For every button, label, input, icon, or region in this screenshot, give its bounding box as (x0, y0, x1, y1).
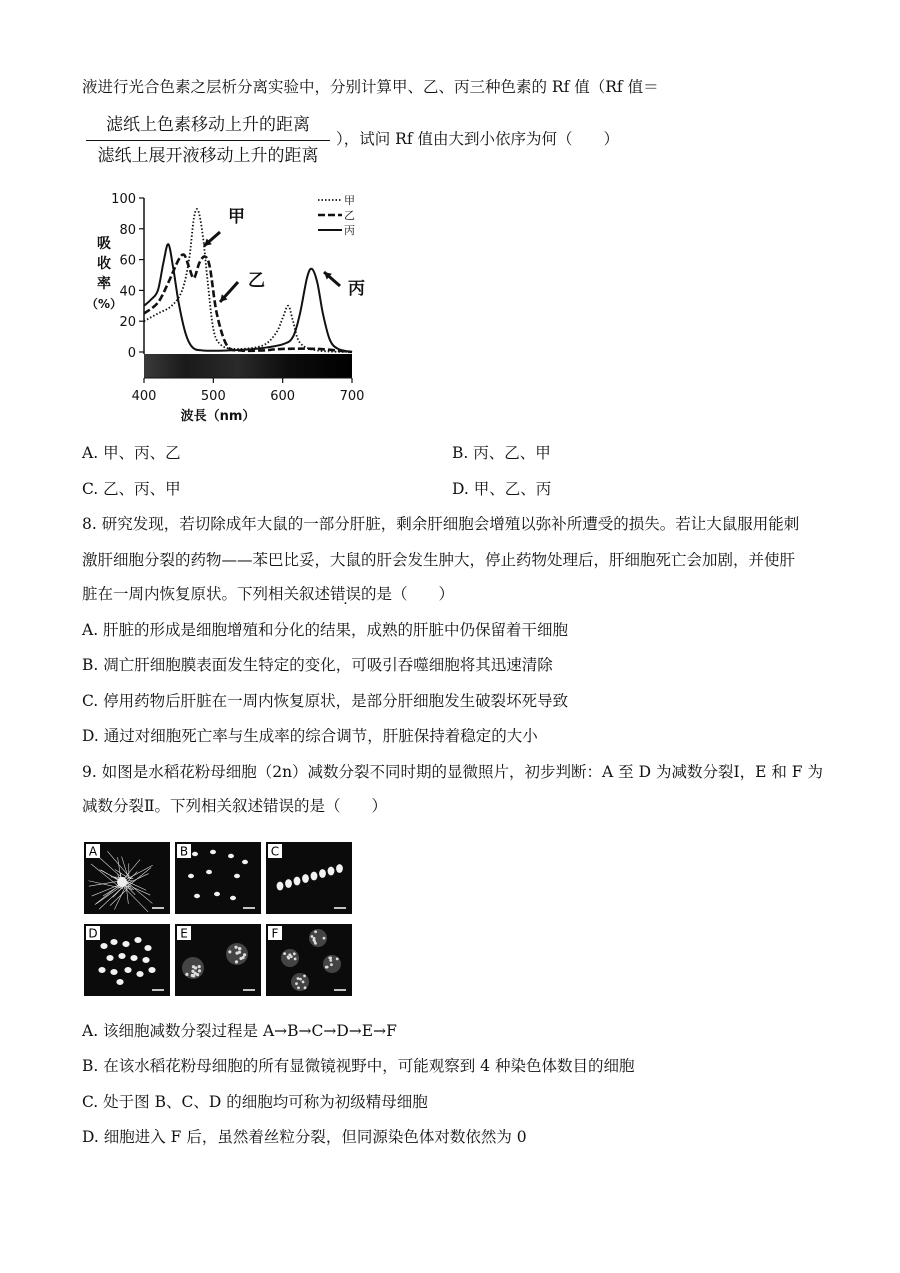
q9-option-c[interactable]: C. 处于图 B、C、D 的细胞均可称为初级精母细胞 (82, 1093, 428, 1111)
chromosome (228, 854, 234, 858)
annotation-label: 甲 (228, 207, 245, 227)
chromosome (100, 943, 107, 949)
chromosome (142, 957, 149, 963)
chromatin-spot (330, 963, 333, 966)
q8-stem-line1: 8. 研究发现，若切除成年大鼠的一部分肝脏，剩余肝细胞会增殖以弥补所遭受的损失。若让大鼠服用能刺 (82, 515, 800, 533)
chromosome (122, 941, 129, 947)
chromosome (106, 955, 113, 961)
chromatin-spot (297, 977, 300, 980)
micrograph-panel-d (84, 924, 170, 996)
rf-fraction (82, 112, 334, 169)
series-solid-line (144, 244, 352, 352)
chromosome (242, 860, 248, 864)
chromatin-mass (117, 877, 127, 887)
q8-option-d[interactable]: D. 通过对细胞死亡率与生成率的综合调节，肝脏保持着稳定的大小 (82, 727, 538, 745)
micrograph-panel-b (175, 842, 261, 914)
chromosome (130, 955, 137, 961)
q9-option-a[interactable]: A. 该细胞减数分裂过程是 A→B→C→D→E→F (82, 1022, 397, 1040)
y-axis-label: 率 (97, 276, 111, 292)
chromatin-spot (336, 957, 339, 960)
chromatin-spot (323, 937, 326, 940)
chromosome (110, 969, 117, 975)
chromatin-spot (294, 957, 297, 960)
chromatin-spot (314, 942, 317, 945)
chromosome (234, 874, 240, 878)
x-tick-label: 500 (200, 389, 226, 404)
chromatin-spot (302, 980, 305, 983)
chromatin-spot (295, 982, 298, 985)
legend-label: 丙 (344, 224, 355, 237)
chromatin-spot (297, 986, 300, 989)
chromosome (328, 867, 335, 876)
panel-label: F (271, 926, 279, 941)
panel-label: E (180, 926, 188, 941)
chromatin-spot (185, 973, 188, 976)
chromatin-spot (235, 952, 238, 955)
chromatin-spot (194, 972, 197, 975)
chromatin-spot (299, 978, 302, 981)
q7-option-d[interactable]: D. 甲、乙、丙 (452, 480, 552, 498)
legend-label: 乙 (344, 209, 355, 222)
q8-option-b[interactable]: B. 凋亡肝细胞膜表面发生特定的变化，可吸引吞噬细胞将其迅速清除 (82, 656, 553, 674)
q7-option-c[interactable]: C. 乙、丙、甲 (82, 480, 181, 498)
chromatin-spot (238, 947, 241, 950)
x-axis-label: 波長（nm） (180, 409, 256, 424)
chromosome (118, 953, 125, 959)
y-axis-label: 吸 (97, 236, 111, 252)
q7-option-a[interactable]: A. 甲、丙、乙 (82, 444, 181, 462)
q7-stem-tail: ），试问 Rf 值由大到小依序为何（ ） (336, 130, 620, 148)
chromosome (188, 874, 194, 878)
q8-option-a[interactable]: A. 肝脏的形成是细胞增殖和分化的结果，成熟的肝脏中仍保留着干细胞 (82, 621, 569, 639)
micrograph-panel-f (266, 924, 352, 996)
chromosome (124, 967, 131, 973)
chromosome (134, 937, 141, 943)
q8-option-c[interactable]: C. 停用药物后肝脏在一周内恢复原状，是部分肝细胞发生破裂坏死导致 (82, 692, 569, 710)
emphasis-error: 错误 (330, 585, 362, 603)
chromatin-spot (311, 935, 314, 938)
chromatin-spot (194, 966, 197, 969)
chromatin-spot (198, 969, 201, 972)
chromosome (116, 979, 123, 985)
y-axis-label: （%） (85, 297, 123, 311)
chromatin-spot (329, 957, 332, 960)
y-axis-label: 收 (97, 256, 111, 272)
panel-label: D (88, 926, 98, 941)
annotation-label: 丙 (348, 279, 365, 299)
chromosome (277, 882, 284, 891)
chromosome (148, 967, 155, 973)
chromatin-spot (304, 986, 307, 989)
y-tick-label: 40 (119, 284, 136, 300)
rf-numerator: 滤纸上色素移动上升的距离 (106, 115, 310, 135)
chromosome (110, 939, 117, 945)
chart-annotations (204, 207, 365, 302)
x-tick-label: 600 (270, 389, 296, 404)
chromosome (230, 896, 236, 900)
x-tick-label: 700 (339, 389, 365, 404)
q9-stem-line2: 减数分裂Ⅱ。下列相关叙述错误的是（ ） (82, 797, 388, 815)
panel-label: C (270, 844, 280, 859)
chromosome (336, 864, 343, 873)
chromatin-spot (287, 957, 290, 960)
y-tick-label: 0 (127, 346, 136, 361)
panel-label: A (88, 844, 98, 859)
q9-stem-line1: 9. 如图是水稻花粉母细胞（2n）减数分裂不同时期的显微照片，初步判断：A 至 D 为减数分裂Ⅰ，E 和 F 为 (82, 763, 823, 781)
chromatin-spot (293, 952, 296, 955)
chromatin-spot (288, 953, 291, 956)
chromosome (210, 850, 216, 854)
micrograph-panel-e (175, 924, 261, 996)
fraction-bar (86, 140, 330, 141)
chromatin-spot (234, 946, 237, 949)
y-tick-label: 80 (119, 222, 136, 238)
legend-label: 甲 (344, 194, 355, 207)
chromosome (206, 870, 212, 874)
chromosome (194, 894, 200, 898)
q8-stem-line2: 激肝细胞分裂的药物——苯巴比妥，大鼠的肝会发生肿大，停止药物处理后，肝细胞死亡会加剧，并使肝 (82, 551, 796, 569)
chromatin-spot (242, 956, 245, 959)
chromatin-spot (235, 960, 238, 963)
chromosome (214, 892, 220, 896)
chromosome (98, 967, 105, 973)
micrograph-panel-a (84, 842, 170, 914)
q9-option-b[interactable]: B. 在该水稻花粉母细胞的所有显微镜视野中，可能观察到 4 种染色体数目的细胞 (82, 1057, 635, 1075)
chromatin-spot (303, 974, 306, 977)
visible-spectrum-band (144, 354, 352, 378)
q7-stem-line1: 液进行光合色素之层析分离实验中，分别计算甲、乙、丙三种色素的 Rf 值（Rf 值＝ (82, 78, 659, 96)
chromatin-spot (283, 952, 286, 955)
rf-denominator: 滤纸上展开液移动上升的距离 (97, 146, 319, 166)
chromatin-spot (198, 965, 201, 968)
y-tick-label: 60 (119, 253, 136, 269)
chromosome (192, 852, 198, 856)
chromosome (319, 869, 326, 878)
chromosome (302, 874, 309, 883)
chart-legend (318, 194, 355, 237)
chromatin-spot (329, 959, 332, 962)
chromatin-spot (314, 930, 317, 933)
micrograph-panels (84, 842, 356, 998)
chromosome (136, 971, 143, 977)
chromosome (144, 945, 151, 951)
chromosome (311, 872, 318, 881)
annotation-label: 乙 (248, 271, 265, 291)
q9-option-d[interactable]: D. 细胞进入 F 后，虽然着丝粒分裂，但同源染色体对数依然为 0 (82, 1128, 527, 1146)
y-tick-label: 100 (111, 192, 136, 207)
chromatin-spot (228, 950, 231, 953)
q7-option-b[interactable]: B. 丙、乙、甲 (452, 444, 551, 462)
x-tick-label: 400 (131, 389, 157, 404)
absorption-spectrum-chart (82, 186, 382, 431)
panel-label: B (179, 844, 189, 859)
micrograph-panel-c (266, 842, 352, 914)
chromosome (285, 879, 292, 888)
q8-stem-line3: 脏在一周内恢复原状。下列相关叙述错误的是（ ） (82, 585, 455, 603)
chromatin-spot (326, 966, 329, 969)
chromosome (294, 877, 301, 886)
y-tick-label: 20 (119, 315, 136, 331)
